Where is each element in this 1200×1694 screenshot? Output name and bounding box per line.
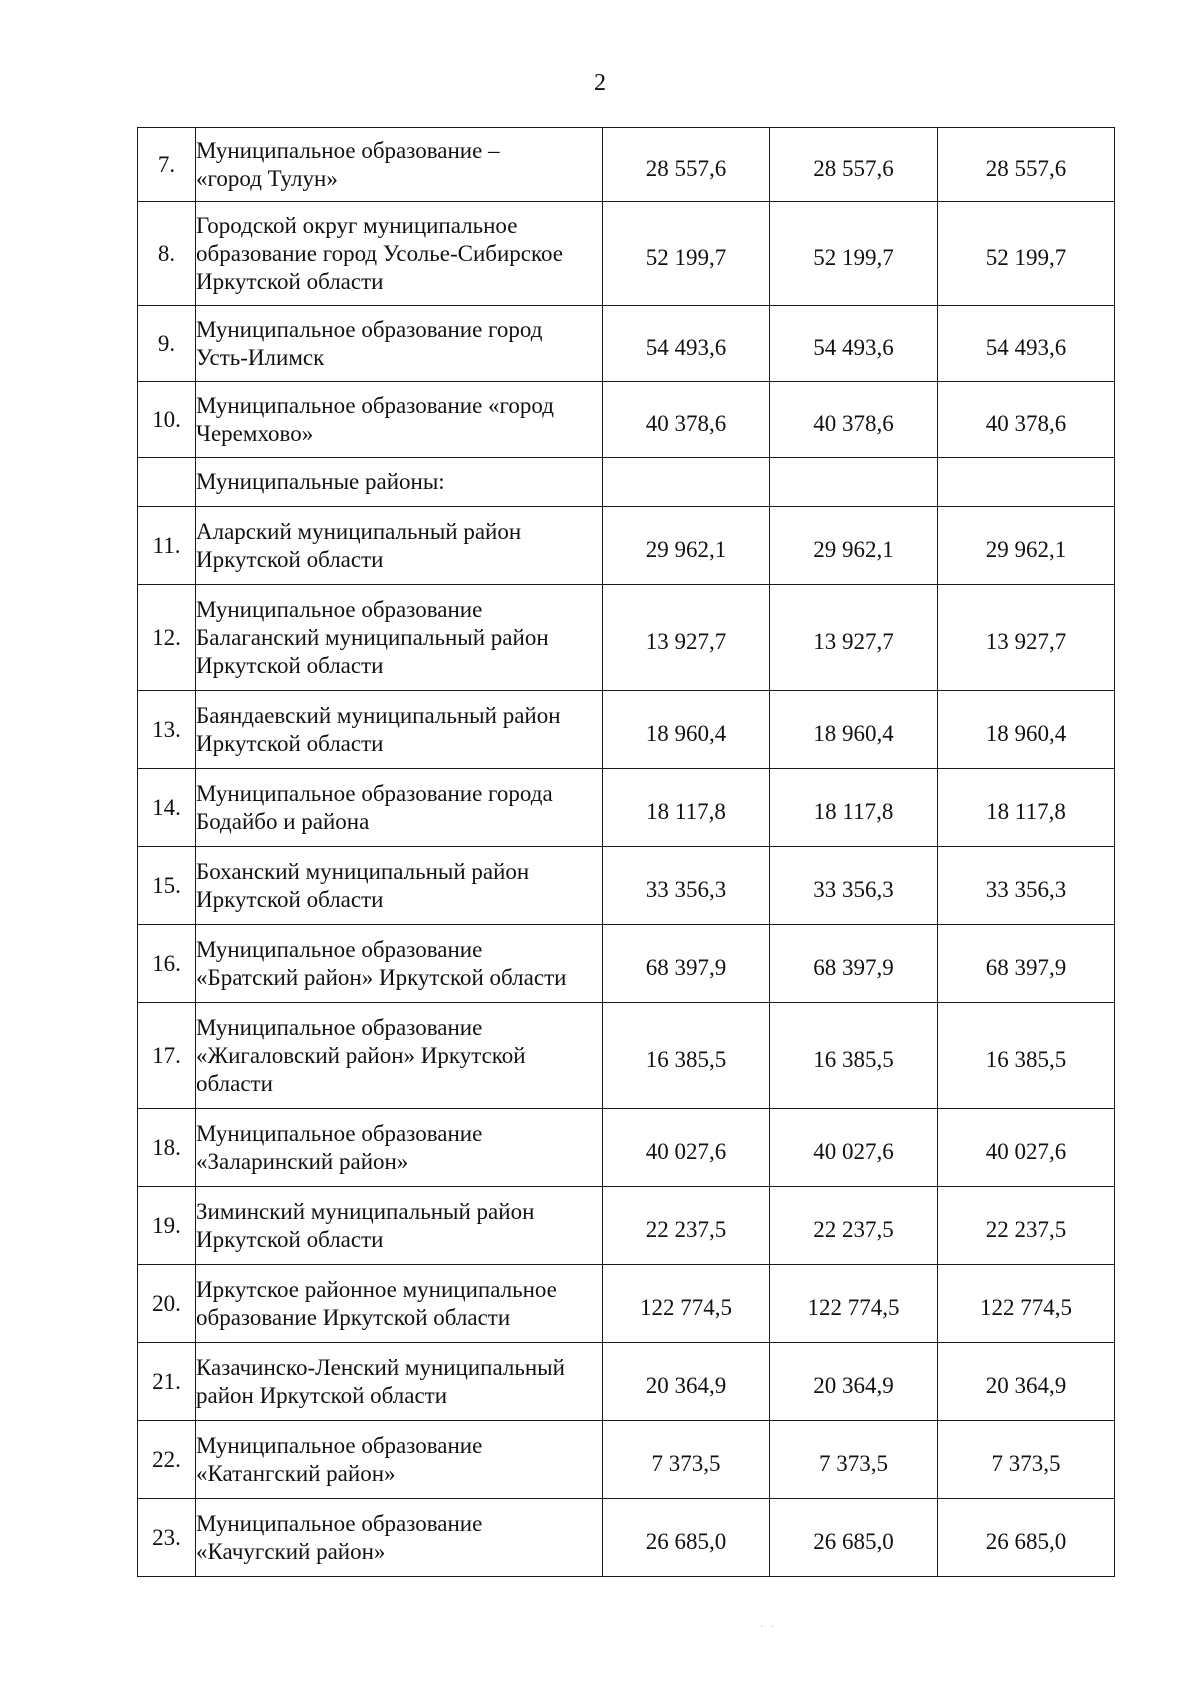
amount-value: 18 960,4 (645, 720, 727, 746)
amount-value: 29 962,1 (813, 536, 894, 562)
amount-value: 18 960,4 (985, 720, 1067, 746)
table-row (138, 382, 1115, 458)
municipality-name-line: Муниципальное образование «город (196, 392, 554, 418)
municipality-name-line: Городской округ муниципальное (196, 212, 518, 238)
municipality-name-line: Муниципальное образование город (196, 316, 543, 342)
amount-cell-2 (770, 382, 938, 458)
row-number: 7. (138, 128, 196, 202)
municipality-name-line: «Качугский район» (196, 1538, 386, 1564)
municipality-name-line: Усть-Илимск (196, 344, 325, 370)
row-number: 16. (138, 925, 196, 1003)
amount-cell-3 (938, 458, 1115, 507)
table-row (138, 306, 1115, 382)
table-row (138, 202, 1115, 306)
municipality-name-line: области (196, 1070, 273, 1096)
row-number: 19. (138, 1187, 196, 1265)
amount-cell-1 (603, 1109, 770, 1187)
amount-cell-1 (603, 458, 770, 507)
amount-value: 16 385,5 (645, 1046, 727, 1072)
amount-value: 54 493,6 (645, 334, 727, 360)
municipality-name-line: образование город Усолье-Сибирское (196, 240, 563, 266)
amount-value: 28 557,6 (813, 155, 894, 181)
municipality-name-line: «Жигаловский район» Иркутской (196, 1042, 526, 1068)
amount-cell-1 (603, 128, 770, 202)
amount-cell-3 (938, 769, 1115, 847)
table-row (138, 128, 1115, 202)
amount-value: 68 397,9 (645, 954, 727, 980)
table-row (138, 1421, 1115, 1499)
amount-cell-1 (603, 507, 770, 585)
municipality-name (196, 128, 603, 202)
municipality-name (196, 1003, 603, 1109)
amount-cell-2 (770, 458, 938, 507)
amount-cell-1 (603, 1265, 770, 1343)
amount-cell-3 (938, 128, 1115, 202)
municipality-name-line: Иркутской области (196, 546, 384, 572)
row-number: 14. (138, 769, 196, 847)
municipality-name-line: Иркутской области (196, 886, 384, 912)
row-number: 21. (138, 1343, 196, 1421)
municipality-name-line: Муниципальное образование (196, 936, 483, 962)
amount-cell-3 (938, 1499, 1115, 1577)
amount-value: 20 364,9 (813, 1372, 894, 1398)
table-row (138, 458, 1115, 507)
table-row (138, 1109, 1115, 1187)
amount-cell-3 (938, 1343, 1115, 1421)
amount-value: 7 373,5 (991, 1450, 1061, 1476)
amount-cell-2 (770, 691, 938, 769)
municipality-name-line: Баяндаевский муниципальный район (196, 702, 561, 728)
amount-value: 52 199,7 (645, 244, 727, 270)
amount-cell-3 (938, 202, 1115, 306)
amount-value: 26 685,0 (813, 1528, 894, 1554)
municipality-name (196, 1499, 603, 1577)
amount-value: 18 117,8 (986, 798, 1066, 824)
municipality-name-line: Зиминский муниципальный район (196, 1198, 535, 1224)
amount-cell-3 (938, 382, 1115, 458)
municipality-name-line: Бодайбо и района (196, 808, 370, 834)
amount-cell-3 (938, 691, 1115, 769)
table-row (138, 507, 1115, 585)
amount-value: 22 237,5 (813, 1216, 894, 1242)
amount-cell-3 (938, 847, 1115, 925)
amount-cell-1 (603, 1499, 770, 1577)
municipality-name-line: Иркутское районное муниципальное (196, 1276, 557, 1302)
amount-value: 33 356,3 (645, 876, 727, 902)
table-body (138, 128, 1115, 1577)
amount-cell-2 (770, 202, 938, 306)
amount-cell-3 (938, 1109, 1115, 1187)
municipality-name (196, 925, 603, 1003)
amount-value: 16 385,5 (985, 1046, 1067, 1072)
amount-value: 7 373,5 (819, 1450, 888, 1476)
amount-cell-1 (603, 847, 770, 925)
municipality-name (196, 202, 603, 306)
municipality-name-line: «Заларинский район» (196, 1148, 409, 1174)
amount-value: 18 960,4 (813, 720, 894, 746)
amount-value: 28 557,6 (645, 155, 727, 181)
municipality-name (196, 847, 603, 925)
municipality-name-line: Черемхово» (196, 420, 314, 446)
amount-cell-1 (603, 1421, 770, 1499)
amount-cell-3 (938, 925, 1115, 1003)
amount-cell-2 (770, 585, 938, 691)
municipality-name-line: Муниципальное образование города (196, 780, 553, 806)
amount-value: 52 199,7 (985, 244, 1067, 270)
municipality-name-line: «Братский район» Иркутской области (196, 964, 567, 990)
amount-cell-2 (770, 1343, 938, 1421)
municipality-name (196, 1421, 603, 1499)
amount-value: 122 774,5 (980, 1294, 1072, 1320)
amount-value: 22 237,5 (645, 1216, 727, 1242)
amount-cell-2 (770, 128, 938, 202)
municipality-name-line: Муниципальное образование (196, 596, 483, 622)
amount-value: 40 027,6 (645, 1138, 727, 1164)
row-number: 10. (138, 382, 196, 458)
amount-value: 18 117,8 (813, 798, 894, 824)
amount-value: 122 774,5 (807, 1294, 900, 1320)
amount-cell-3 (938, 1421, 1115, 1499)
table-row (138, 769, 1115, 847)
row-number: 20. (138, 1265, 196, 1343)
row-number: 23. (138, 1499, 196, 1577)
municipality-name-line: Муниципальное образование (196, 1510, 483, 1536)
amount-value: 13 927,7 (985, 628, 1067, 654)
municipality-name (196, 691, 603, 769)
amount-value: 54 493,6 (813, 334, 894, 360)
amount-cell-1 (603, 769, 770, 847)
table-row (138, 585, 1115, 691)
amount-cell-1 (603, 1343, 770, 1421)
amount-cell-1 (603, 1187, 770, 1265)
amount-cell-2 (770, 507, 938, 585)
municipality-name-line: образование Иркутской области (196, 1304, 511, 1330)
municipality-name (196, 1343, 603, 1421)
amount-cell-1 (603, 691, 770, 769)
municipality-name (196, 507, 603, 585)
row-number: 11. (138, 507, 196, 585)
amount-cell-1 (603, 925, 770, 1003)
row-number: 22. (138, 1421, 196, 1499)
amount-cell-3 (938, 1003, 1115, 1109)
amount-value: 40 378,6 (985, 410, 1067, 436)
amount-value: 28 557,6 (985, 155, 1067, 181)
row-number: 9. (138, 306, 196, 382)
amount-value: 18 117,8 (646, 798, 726, 824)
row-number: 15. (138, 847, 196, 925)
municipality-name-line: Казачинско-Ленский муниципальный (196, 1354, 565, 1380)
municipality-name (196, 306, 603, 382)
municipality-name-line: район Иркутской области (196, 1382, 448, 1408)
amount-cell-2 (770, 1265, 938, 1343)
municipality-name (196, 458, 603, 507)
amount-value: 20 364,9 (645, 1372, 727, 1398)
amount-cell-1 (603, 306, 770, 382)
amount-cell-1 (603, 202, 770, 306)
municipality-name (196, 1265, 603, 1343)
amount-cell-2 (770, 1499, 938, 1577)
municipality-name (196, 1109, 603, 1187)
municipality-name-line: Иркутской области (196, 730, 384, 756)
amount-cell-3 (938, 1187, 1115, 1265)
amount-value: 54 493,6 (985, 334, 1067, 360)
amount-value: 7 373,5 (651, 1450, 721, 1476)
amount-value: 13 927,7 (645, 628, 727, 654)
municipality-name-line: Муниципальное образование (196, 1120, 483, 1146)
amount-value: 40 378,6 (645, 410, 727, 436)
row-number: 18. (138, 1109, 196, 1187)
municipality-name (196, 585, 603, 691)
amount-value: 52 199,7 (813, 244, 894, 270)
amount-cell-3 (938, 507, 1115, 585)
amount-value: 40 378,6 (813, 410, 894, 436)
amount-value: 26 685,0 (645, 1528, 727, 1554)
amount-cell-2 (770, 1421, 938, 1499)
amount-cell-1 (603, 382, 770, 458)
amount-value: 40 027,6 (813, 1138, 894, 1164)
table-row (138, 1499, 1115, 1577)
municipality-name (196, 769, 603, 847)
amount-value: 33 356,3 (985, 876, 1067, 902)
amount-cell-3 (938, 585, 1115, 691)
municipality-name-line: «город Тулун» (196, 165, 338, 191)
amount-cell-1 (603, 1003, 770, 1109)
amount-value: 68 397,9 (985, 954, 1067, 980)
municipality-name-line: Муниципальное образование (196, 1014, 483, 1040)
municipality-name-line: Аларский муниципальный район (196, 518, 522, 544)
municipality-name-line: Иркутской области (196, 268, 384, 294)
row-number: 12. (138, 585, 196, 691)
amount-cell-1 (603, 585, 770, 691)
table-row (138, 847, 1115, 925)
municipality-name-line: Муниципальное образование – (196, 137, 500, 163)
amount-cell-2 (770, 769, 938, 847)
amount-cell-2 (770, 847, 938, 925)
table-row (138, 925, 1115, 1003)
amount-value: 33 356,3 (813, 876, 894, 902)
page-number: 2 (594, 70, 606, 96)
budget-table (137, 127, 1115, 1577)
amount-cell-2 (770, 1109, 938, 1187)
municipality-name-line: Иркутской области (196, 1226, 384, 1252)
municipality-name-line: Муниципальное образование (196, 1432, 483, 1458)
municipality-name-line: Муниципальные районы: (196, 469, 445, 494)
row-number: 17. (138, 1003, 196, 1109)
amount-cell-2 (770, 925, 938, 1003)
amount-cell-2 (770, 1187, 938, 1265)
row-number (138, 458, 196, 507)
amount-cell-2 (770, 306, 938, 382)
table-row (138, 691, 1115, 769)
amount-value: 40 027,6 (985, 1138, 1067, 1164)
amount-value: 122 774,5 (640, 1294, 732, 1320)
amount-cell-3 (938, 306, 1115, 382)
table-row (138, 1003, 1115, 1109)
amount-value: 13 927,7 (813, 628, 894, 654)
row-number: 8. (138, 202, 196, 306)
municipality-name-line: Балаганский муниципальный район (196, 624, 549, 650)
municipality-name (196, 1187, 603, 1265)
amount-value: 29 962,1 (645, 536, 727, 562)
scan-specks: · · (760, 1622, 775, 1633)
municipality-name-line: Боханский муниципальный район (196, 858, 530, 884)
amount-value: 20 364,9 (985, 1372, 1067, 1398)
table-row (138, 1343, 1115, 1421)
municipality-name (196, 382, 603, 458)
amount-value: 26 685,0 (985, 1528, 1067, 1554)
amount-value: 68 397,9 (813, 954, 894, 980)
row-number: 13. (138, 691, 196, 769)
table-row (138, 1187, 1115, 1265)
municipality-name-line: Иркутской области (196, 652, 384, 678)
table-row (138, 1265, 1115, 1343)
amount-value: 22 237,5 (985, 1216, 1067, 1242)
municipality-name-line: «Катангский район» (196, 1460, 396, 1486)
amount-value: 16 385,5 (813, 1046, 894, 1072)
amount-cell-2 (770, 1003, 938, 1109)
amount-cell-3 (938, 1265, 1115, 1343)
amount-value: 29 962,1 (985, 536, 1067, 562)
